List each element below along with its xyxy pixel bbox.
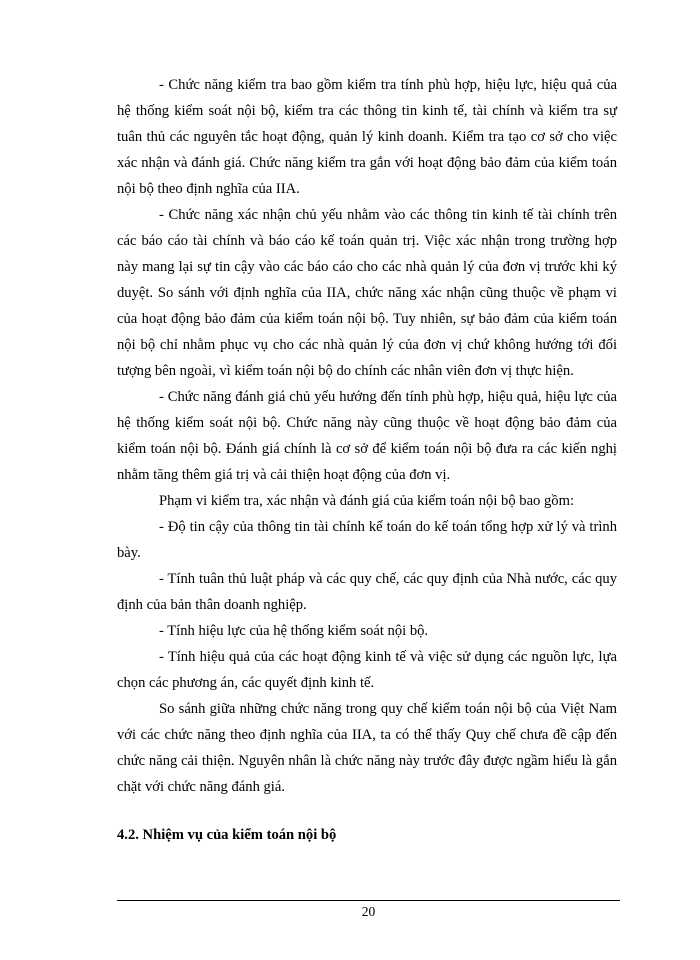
paragraph-tuan-thu: - Tính tuân thủ luật pháp và các quy chế, các quy định của Nhà nước, các quy định của bản thân doanh nghiệp. [117, 571, 617, 613]
paragraph-hieu-qua: - Tính hiệu quả của các hoạt động kinh tế và việc sử dụng các nguồn lực, lựa chọn các phương án, các quyết định kinh tế. [117, 649, 617, 691]
paragraph-xac-nhan: - Chức năng xác nhận chủ yếu nhằm vào các thông tin kinh tế tài chính trên các báo cáo tài chính và báo cáo kế toán quản trị. Việc xác nhận trong trường hợp này mang lại sự tin cậy vào các báo cáo cho các nhà quản lý của đơn vị trước khi ký duyệt. So sánh với định nghĩa của IIA, chức năng xác nhận cũng thuộc về phạm vi của hoạt động bảo đảm của kiểm toán nội bộ. Tuy nhiên, sự bảo đảm của kiểm toán nội bộ chỉ nhằm phục vụ cho các nhà quản lý của đơn vị chứ không hướng tới đối tượng bên ngoài, vì kiểm toán nội bộ do chính các nhân viên đơn vị thực hiện. [117, 207, 617, 379]
page-number: 20 [361, 904, 376, 919]
paragraph-hieu-luc: - Tính hiệu lực của hệ thống kiểm soát nội bộ. [159, 623, 429, 639]
paragraph-kiem-tra: - Chức năng kiểm tra bao gồm kiểm tra tính phù hợp, hiệu lực, hiệu quả của hệ thống kiểm soát nội bộ, kiểm tra các thông tin kinh tế, tài chính và kiểm tra sự tuân thủ các nguyên tắc hoạt động, quản lý kinh doanh. Kiểm tra tạo cơ sở cho việc xác nhận và đánh giá. Chức năng kiểm tra gắn với hoạt động bảo đảm của kiểm toán nội bộ theo định nghĩa của IIA. [117, 77, 617, 197]
paragraph-danh-gia: - Chức năng đánh giá chủ yếu hướng đến tính phù hợp, hiệu quả, hiệu lực của hệ thống kiểm soát nội bộ. Chức năng này cũng thuộc về hoạt động bảo đảm của kiểm toán nội bộ. Đánh giá chính là cơ sở để kiểm toán nội bộ đưa ra các kiến nghị nhằm tăng thêm giá trị và cải thiện hoạt động của đơn vị. [117, 389, 617, 483]
paragraph-do-tin-cay: - Độ tin cậy của thông tin tài chính kế toán do kế toán tổng hợp xử lý và trình bày. [117, 519, 617, 561]
paragraph-so-sanh: So sánh giữa những chức năng trong quy chế kiểm toán nội bộ của Việt Nam với các chức năng theo định nghĩa của IIA, ta có thể thấy Quy chế chưa đề cập đến chức năng cải thiện. Nguyên nhân là chức năng này trước đây được ngầm hiểu là gắn chặt với chức năng đánh giá. [117, 701, 617, 795]
paragraph-pham-vi: Phạm vi kiểm tra, xác nhận và đánh giá của kiểm toán nội bộ bao gồm: [159, 493, 575, 509]
body-text [117, 72, 617, 800]
section-heading: 4.2. Nhiệm vụ của kiểm toán nội bộ [117, 827, 337, 843]
footer-divider [117, 900, 620, 901]
